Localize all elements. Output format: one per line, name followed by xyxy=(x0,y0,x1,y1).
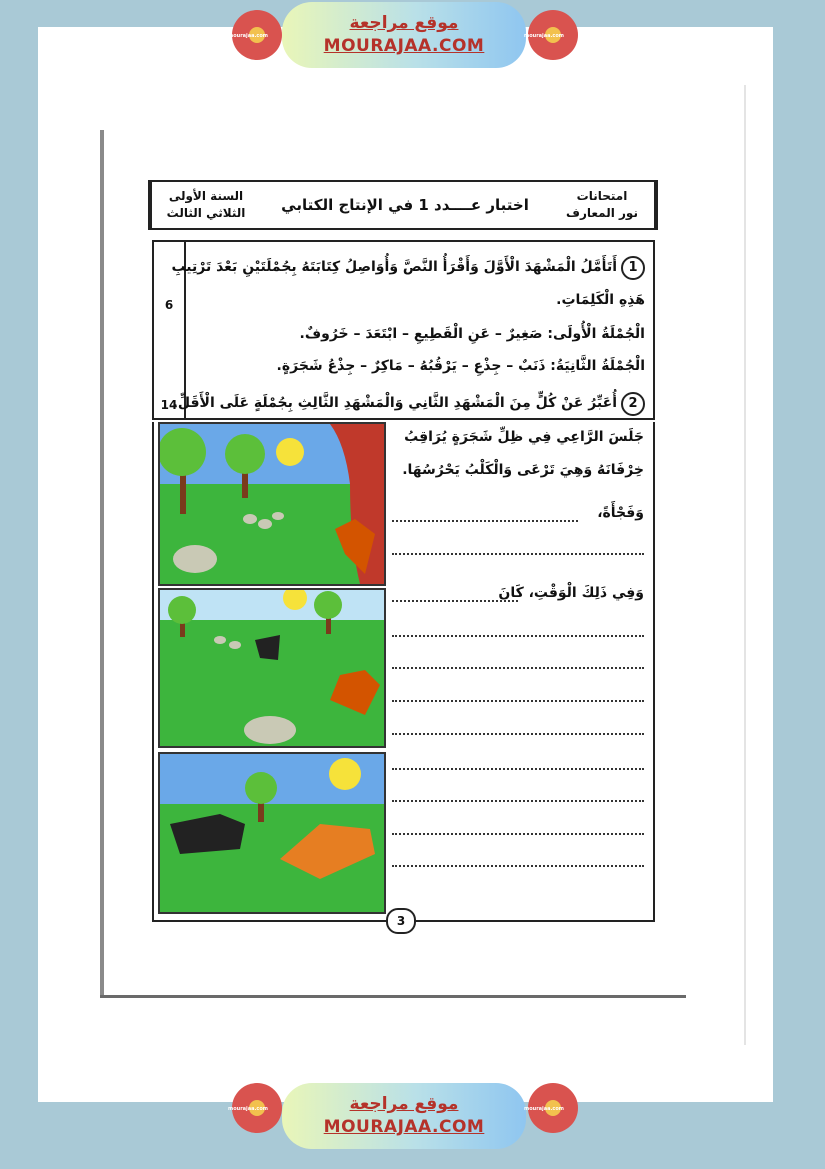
site-name-ar[interactable]: موقع مراجعة xyxy=(349,13,459,33)
page-shadow-right xyxy=(744,85,746,1045)
score-q1: 6 xyxy=(164,298,174,312)
page-shadow-bottom xyxy=(100,995,686,998)
story-line-1: جَلَسَ الرَّاعِي فِي ظِلِّ شَجَرَةٍ يُرَاقِبُ xyxy=(404,429,644,445)
q1-instruction: 1أَتَأَمَّلُ الْمَشْهَدَ الْأَوَّلَ وَأَقْرَأُ النَّصَّ وَأُوَاصِلُ كِتَابَتَهُ بِجُمْلَتَيْنِ بَعْدَ تَرْتِيبِ xyxy=(171,256,645,280)
score-q2: 14 xyxy=(160,398,178,412)
header-exams: امتحانات نور المعارف xyxy=(550,182,656,228)
worksheet-header xyxy=(148,180,658,230)
site-logo-right: mourajaa.com xyxy=(528,1083,578,1133)
site-banner-bottom[interactable] xyxy=(282,1083,526,1149)
site-name-en[interactable]: MOURAJAA.COM xyxy=(323,36,485,56)
q2-number: 2 xyxy=(621,392,645,416)
q1-sentence-2: الْجُمْلَةُ الثَّانِيَةُ: ذَنَبٌ – جِذْعِ – يَرْقُبُهُ – مَاكِرٌ – جِذْعُ شَجَرَةٍ. xyxy=(276,358,645,374)
header-level: السنة الأولى الثلاثي الثالث xyxy=(150,182,260,228)
site-name-ar[interactable]: موقع مراجعة xyxy=(349,1094,459,1114)
site-logo-left: mourajaa.com xyxy=(232,10,282,60)
story-meanwhile: وَفِي ذَلِكَ الْوَقْتِ، كَانَ xyxy=(498,585,644,601)
story-line-2: خِرْفَانَهُ وَهِيَ تَرْعَى وَالْكَلْبُ يَحْرُسُهَا. xyxy=(402,462,644,478)
q2-instruction: 2أُعَبِّرُ عَنْ كُلٍّ مِنَ الْمَشْهَدِ الثَّانِي وَالْمَشْهَدِ الثَّالِثِ بِجُمْلَةٍ عَلَى الْأَقَلِّ. xyxy=(173,392,645,416)
q1-sentence-1: الْجُمْلَةُ الْأُولَى: صَغِيرٌ – عَنِ الْقَطِيعِ – ابْتَعَدَ – خَرُوفٌ. xyxy=(299,326,645,342)
site-logo-right: mourajaa.com xyxy=(528,10,578,60)
header-title: اختبار عــــدد 1 في الإنتاج الكتابي xyxy=(281,195,529,214)
story-suddenly: وَفَجْأَةً، xyxy=(597,505,644,521)
site-name-en[interactable]: MOURAJAA.COM xyxy=(323,1117,485,1137)
answers-box xyxy=(152,422,655,922)
site-logo-left: mourajaa.com xyxy=(232,1083,282,1133)
q1-instruction-cont: هَذِهِ الْكَلِمَاتِ. xyxy=(556,292,645,308)
questions-box xyxy=(152,240,655,420)
q1-number: 1 xyxy=(621,256,645,280)
page-number: 3 xyxy=(386,908,416,934)
site-banner-top[interactable] xyxy=(282,2,526,68)
page-shadow-left xyxy=(100,130,104,998)
